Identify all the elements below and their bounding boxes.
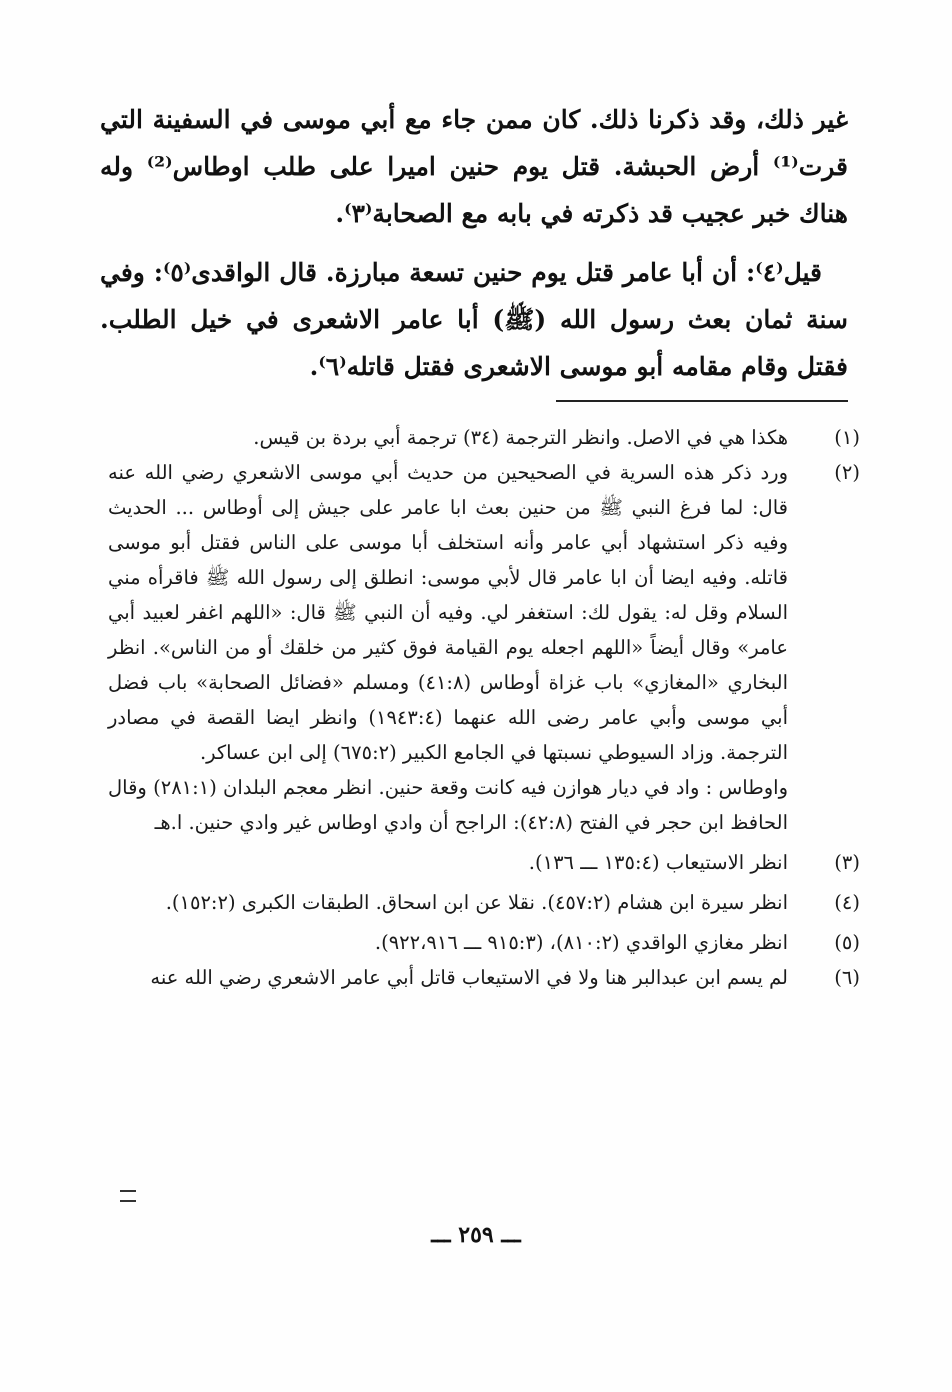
footnote-text: ورد ذكر هذه السرية في الصحيحين من حديث أبي موسى الاشعري رضي الله عنه قال: لما فرغ النبي ﷺ من حنين بعث ابا عامر على جيش إلى أوطاس ... الحديث وفيه ذكر استشهاد أبي عامر وأنه استخلف أبا موسى على الناس فقتل أبو موسى قاتله. وفيه ايضا أن ابا عامر قال لأبي موسى: انطلق إلى رسول الله ﷺ فاقرأه مني السلام وقل له: يقول لك: استغفر لي. وفيه أن النبي ﷺ قال: «اللهم اغفر لعبيد أبي عامر» وقال أيضاً «اللهم اجعله يوم القيامة فوق كثير من خلقك أو من الناس». انظر البخاري «المغازي» باب غزاة أوطاس (٤١:٨) ومسلم «فضائل الصحابة» باب فضل أبي موسى وأبي عامر رضى الله عنهما (١٩٤٣:٤) وانظر ايضا القصة في مصادر الترجمة. وزاد السيوطي نسبتها في الجامع الكبير (٦٧٥:٢) إلى ابن عساكر.: [108, 461, 788, 764]
continuation-mark: [120, 1190, 136, 1202]
paragraph-2: قيل⁽٤⁾: أن أبا عامر قتل يوم حنين تسعة مبارزة. قال الواقدى⁽٥⁾: وفي سنة ثمان بعث رسول الله (ﷺ) أبا عامر الاشعرى في خيل الطلب. فقتل وقام مقامه أبو موسى الاشعرى فقتل قاتله⁽٦⁾.: [100, 258, 848, 381]
footnote-text: انظر الاستيعاب (١٣٥:٤ ـــ ١٣٦).: [528, 851, 788, 874]
footnote-number: (٥): [834, 931, 860, 954]
footnote-separator: [556, 400, 848, 402]
paragraph-1: غير ذلك، وقد ذكرنا ذلك. كان ممن جاء مع أبي موسى في السفينة التي قرت⁽¹⁾ أرض الحبشة. قتل يوم حنين اميرا على طلب اوطاس⁽²⁾ وله هناك خبر عجيب قد ذكرته في بابه مع الصحابة⁽٣⁾.: [100, 105, 848, 228]
footnote-2-continuation: واوطاس : واد في ديار هوازن فيه كانت وقعة حنين. انظر معجم البلدان (٢٨١:١) وقال الحافظ ابن حجر في الفتح (٤٢:٨): الراجح أن وادي اوطاس غير وادي حنين. ا.هـ: [108, 776, 788, 834]
footnote-number: (١): [834, 426, 860, 449]
main-text: [100, 96, 848, 390]
footnote-number: (٤): [834, 891, 860, 914]
footnote-text: انظر سيرة ابن هشام (٤٥٧:٢). نقلا عن ابن اسحاق. الطبقات الكبرى (١٥٢:٢).: [165, 891, 788, 914]
footnote-number: (٦): [834, 966, 860, 989]
footnote-5: [108, 925, 860, 960]
footnote-2: [108, 455, 860, 770]
footnote-1: [108, 420, 860, 455]
footnote-number: (٣): [834, 851, 860, 874]
footnote-4: [108, 885, 860, 920]
footnote-number: (٢): [834, 461, 860, 484]
footnote-text: هكذا هي في الاصل. وانظر الترجمة (٣٤) ترجمة أبي بردة بن قيس.: [253, 426, 788, 449]
footnote-6: [108, 960, 860, 995]
footnote-3: [108, 845, 860, 880]
footnotes: [108, 420, 860, 995]
footnote-text: لم يسم ابن عبدالبر هنا ولا في الاستيعاب قاتل أبي عامر الاشعري رضي الله عنه: [150, 966, 788, 989]
footnote-text: انظر مغازي الواقدي (٨١٠:٢)، (٩١٥:٣ ـــ ٩٢٢،٩١٦).: [374, 931, 788, 954]
page-number: ـــ ٢٥٩ ـــ: [431, 1222, 521, 1248]
